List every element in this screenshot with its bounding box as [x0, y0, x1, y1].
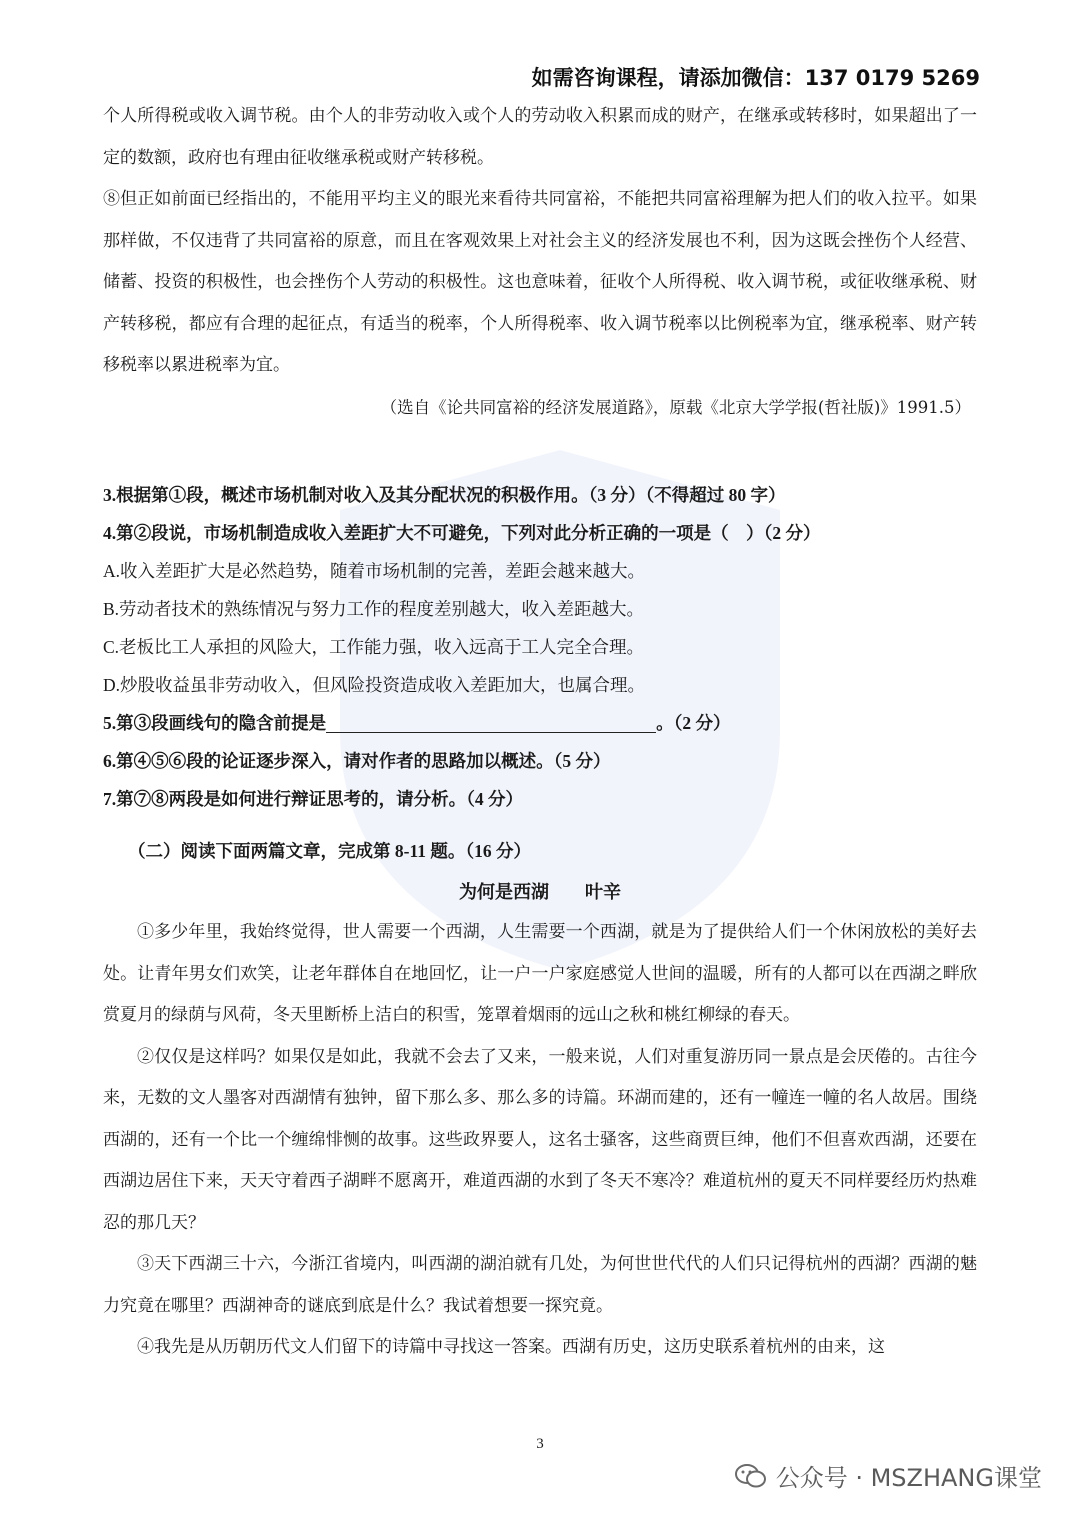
question-4-option-c[interactable]: C.老板比工人承担的风险大，工作能力强，收入远高于工人完全合理。	[103, 637, 645, 657]
article-paragraph-1: ①多少年里，我始终觉得，世人需要一个西湖，人生需要一个西湖，就是为了提供给人们一个休闲放松的美好去处。让青年男女们欢笑，让老年群体自在地回忆，让一户一户家庭感觉人世间的温暖，所有的人都可以在西湖之畔欣赏夏月的绿荫与风荷，冬天里断桥上洁白的积雪，笼罩着烟雨的远山之秋和桃红柳绿的春天。	[103, 922, 977, 1025]
question-4-option-a[interactable]: A.收入差距扩大是必然趋势，随着市场机制的完善，差距会越来越大。	[103, 561, 646, 581]
paragraph-8: ⑧但正如前面已经指出的，不能用平均主义的眼光来看待共同富裕，不能把共同富裕理解为把人们的收入拉平。如果那样做，不仅违背了共同富裕的原意，而且在客观效果上对社会主义的经济发展也不利，因为这既会挫伤个人经营、储蓄、投资的积极性，也会挫伤个人劳动的积极性。这也意味着，征收个人所得税、收入调节税，或征收继承税、财产转移税，都应有合理的起征点，有适当的税率，个人所得税率、收入调节税率以比例税率为宜，继承税率、财产转移税率以累进税率为宜。	[103, 189, 977, 375]
article-paragraph-2: ②仅仅是这样吗？如果仅是如此，我就不会去了又来，一般来说，人们对重复游历同一景点是会厌倦的。古往今来，无数的文人墨客对西湖情有独钟，留下那么多、那么多的诗篇。环湖而建的，还有一幢连一幢的名人故居。围绕西湖的，还有一个比一个缠绵悱恻的故事。这些政界要人，这名士骚客，这些商贾巨绅，他们不但喜欢西湖，还要在西湖边居住下来，天天守着西子湖畔不愿离开，难道西湖的水到了冬天不寒冷？难道杭州的夏天不同样要经历灼热难忍的那几天？	[103, 1046, 977, 1233]
question-7: 7.第⑦⑧两段是如何进行辩证思考的，请分析。（4 分）	[103, 789, 523, 809]
article-paragraph-3: ③天下西湖三十六，今浙江省境内，叫西湖的湖泊就有几处，为何世世代代的人们只记得杭州的西湖？西湖的魅力究竟在哪里？西湖神奇的谜底到底是什么？我试着想要一探究竟。	[103, 1254, 977, 1316]
question-5-prefix: 5.第③段画线句的隐含前提是	[103, 713, 327, 733]
question-4: 4.第②段说，市场机制造成收入差距扩大不可避免，下列对此分析正确的一项是（ ）（2 分）	[103, 523, 821, 543]
footer-brand	[734, 1458, 1042, 1493]
article-paragraph-4: ④我先是从历朝历代文人们留下的诗篇中寻找这一答案。西湖有历史，这历史联系着杭州的由来，这	[137, 1337, 885, 1357]
passage-continued	[103, 96, 977, 428]
source-citation: （选自《论共同富裕的经济发展道路》，原载《北京大学学报(哲社版)》1991.5）	[380, 397, 971, 417]
article-title: 为何是西湖	[459, 882, 549, 902]
contact-banner: 如需咨询课程，请添加微信：137 0179 5269	[531, 66, 980, 90]
article-heading	[0, 878, 1080, 904]
question-4-option-b[interactable]: B.劳动者技术的熟练情况与努力工作的程度差别越大，收入差距越大。	[103, 599, 645, 619]
answer-blank[interactable]	[326, 710, 656, 733]
question-3: 3.根据第①段，概述市场机制对收入及其分配状况的积极作用。（3 分）（不得超过 80 字）	[103, 485, 786, 505]
section-2-title: （二）阅读下面两篇文章，完成第 8-11 题。（16 分）	[128, 841, 531, 861]
question-6: 6.第④⑤⑥段的论证逐步深入，请对作者的思路加以概述。（5 分）	[103, 751, 611, 771]
paragraph-continued: 个人所得税或收入调节税。由个人的非劳动收入或个人的劳动收入积累而成的财产，在继承或转移时，如果超出了一定的数额，政府也有理由征收继承税或财产转移税。	[103, 106, 977, 168]
question-list	[103, 476, 983, 818]
article-author: 叶辛	[585, 882, 621, 902]
article-body	[103, 912, 977, 1369]
page-number: 3	[536, 1436, 544, 1452]
question-4-option-d[interactable]: D.炒股收益虽非劳动收入，但风险投资造成收入差距加大，也属合理。	[103, 675, 646, 695]
wechat-icon	[734, 1462, 768, 1490]
question-5-suffix: 。（2 分）	[656, 713, 731, 733]
question-5	[103, 704, 983, 742]
footer-brand-text: 公众号 · MSZHANG课堂	[775, 1464, 1042, 1492]
